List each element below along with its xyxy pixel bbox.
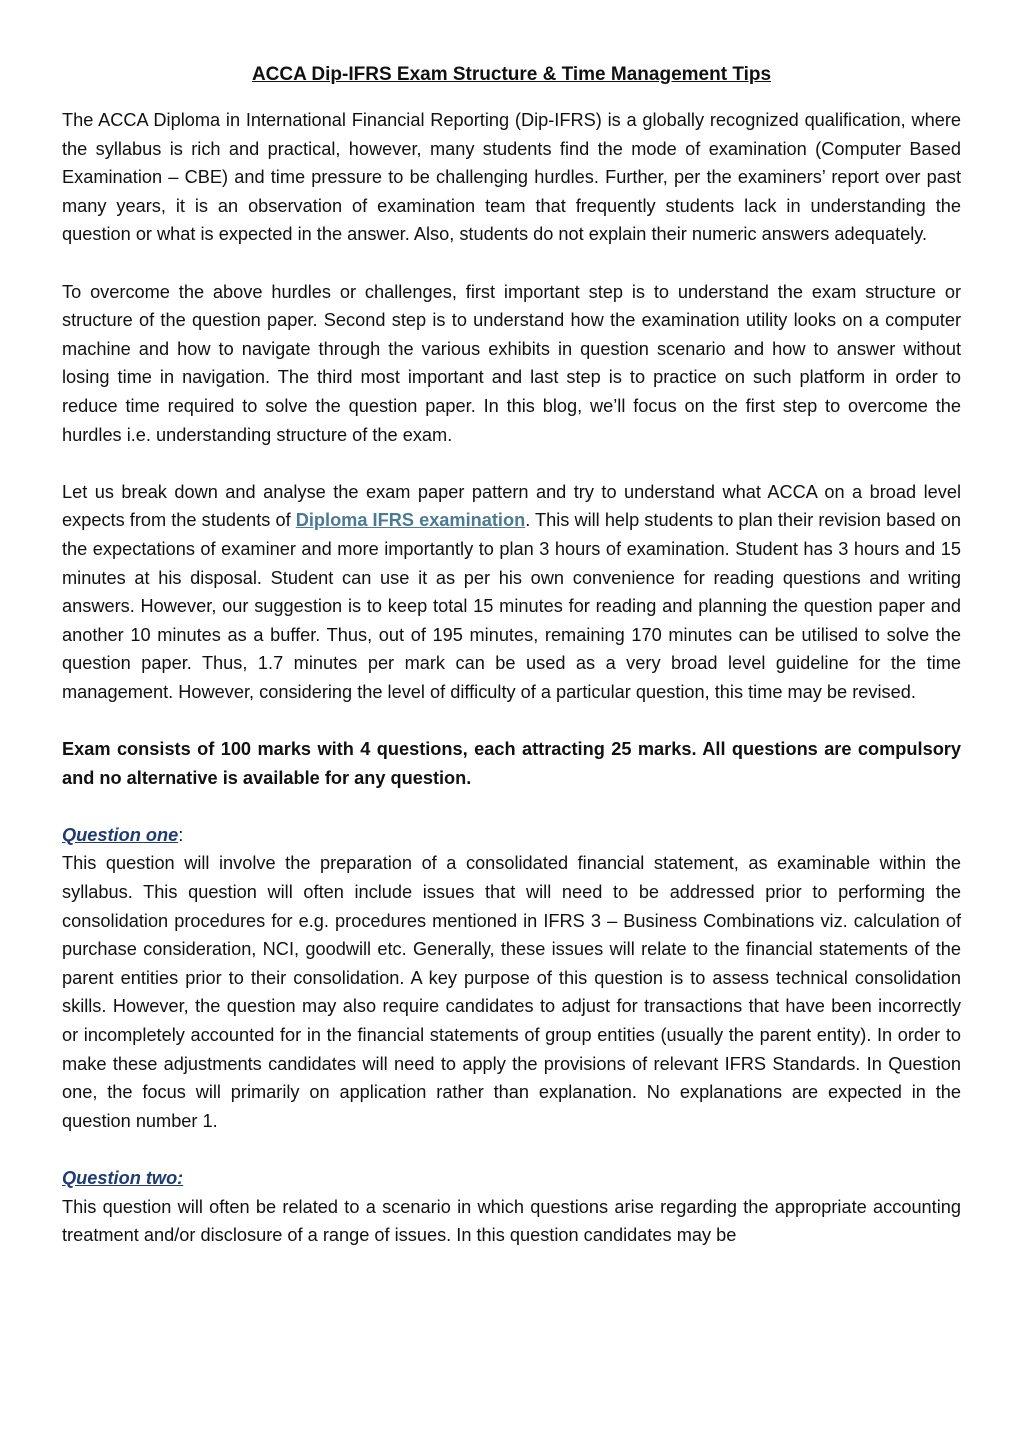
- question-one-colon: :: [178, 824, 184, 845]
- question-two-body: This question will often be related to a scenario in which questions arise regarding the appropriate accounting treatment and/or disclosure of a range of issues. In this question candidates may be: [62, 1196, 961, 1246]
- question-two-title: Question two:: [62, 1167, 184, 1188]
- question-one-heading: [62, 821, 961, 850]
- question-one-title: Question one: [62, 824, 179, 845]
- paragraph-spacer: [62, 1135, 961, 1164]
- exam-pattern-paragraph: [62, 478, 961, 707]
- question-one-body: This question will involve the preparation of a consolidated financial statement, as examinable within the syllabus. This question will often include issues that will need to be addressed prior to performing the consolidation procedures for e.g. procedures mentioned in IFRS 3 – Business Combinations viz. calculation of purchase consideration, NCI, goodwill etc. Generally, these issues will relate to the financial statements of the parent entities prior to their consolidation. A key purpose of this question is to assess technical consolidation skills. However, the question may also require candidates to adjust for transactions that have been incorrectly or incompletely accounted for in the financial statements of group entities (usually the parent entity). In order to make these adjustments candidates will need to apply the provisions of relevant IFRS Standards. In Question one, the focus will primarily on application rather than explanation. No explanations are expected in the question number 1.: [62, 853, 961, 1131]
- diploma-ifrs-link[interactable]: Diploma IFRS examination: [295, 510, 526, 531]
- intro-paragraph: The ACCA Diploma in International Financial Reporting (Dip-IFRS) is a globally recognized qualification, where the syllabus is rich and practical, however, many students find the mode of examination (Computer Based Examination – CBE) and time pressure to be challenging hurdles. Further, per the examiners’ report over past many years, it is an observation of examination team that frequently students lack in understanding the question or what is expected in the answer. Also, students do not explain their numeric answers adequately.: [62, 110, 961, 245]
- exam-pattern-text-before-link: Let us break down and analyse the exam paper pattern and try to understand what ACCA on a broad level expects from the students of: [62, 481, 961, 531]
- paragraph-spacer: [62, 792, 961, 821]
- page-title: ACCA Dip-IFRS Exam Structure & Time Management Tips: [251, 64, 772, 85]
- paragraph-spacer: [62, 449, 961, 478]
- exam-pattern-text-after-link: . This will help students to plan their revision based on the expectations of examiner and more importantly to plan 3 hours of examination. Student has 3 hours and 15 minutes at his disposal. Student can use it as per his own convenience for reading questions and writing answers. However, our suggestion is to keep total 15 minutes for reading and planning the question paper and another 10 minutes as a buffer. Thus, out of 195 minutes, remaining 170 minutes can be utilised to solve the question paper. Thus, 1.7 minutes per mark can be used as a very broad level guideline for the time management. However, considering the level of difficulty of a particular question, this time may be revised.: [62, 510, 961, 702]
- hurdles-paragraph: To overcome the above hurdles or challenges, first important step is to understand the exam structure or structure of the question paper. Second step is to understand how the examination utility looks on a computer machine and how to navigate through the various exhibits in question scenario and how to answer without losing time in navigation. The third most important and last step is to practice on such platform in order to reduce time required to solve the question paper. In this blog, we’ll focus on the first step to overcome the hurdles i.e. understanding structure of the exam.: [62, 281, 961, 445]
- document-page: [62, 60, 961, 1250]
- exam-marks-paragraph: Exam consists of 100 marks with 4 questions, each attracting 25 marks. All questions are compulsory and no alternative is available for any question.: [62, 739, 961, 788]
- question-two-heading: [62, 1164, 961, 1193]
- paragraph-spacer: [62, 249, 961, 278]
- paragraph-spacer: [62, 706, 961, 735]
